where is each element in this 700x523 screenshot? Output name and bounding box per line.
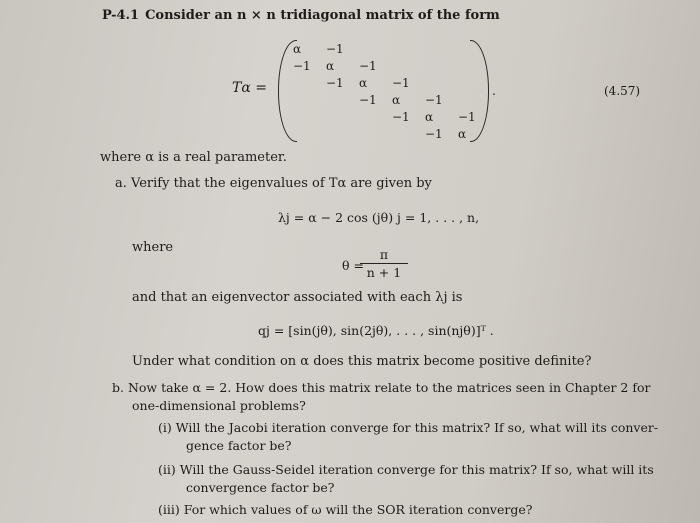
question-i-line-2: gence factor be? [186,438,292,453]
part-b-line-2: one-dimensional problems? [132,398,306,413]
matrix-entry: −1 [425,127,443,141]
matrix-entry: −1 [392,76,410,90]
question-iii-line-1: (iii) For which values of ω will the SOR iteration converge? [158,502,533,517]
matrix-entry: −1 [458,110,476,124]
matrix-entry: α [293,42,302,56]
eigenvector-intro: and that an eigenvector associated with each λj is [132,290,463,305]
problem-number: P-4.1 [102,8,140,23]
question-i-line-1: (i) Will the Jacobi iteration converge for this matrix? If so, what will its conver- [158,420,659,435]
matrix-entry: −1 [326,42,344,56]
positive-definite-question: Under what condition on α does this matrix become positive definite? [132,354,592,369]
eigenvalue-equation: λj = α − 2 cos (jθ) j = 1, . . . , n, [278,210,480,225]
theta-denominator: n + 1 [366,265,402,280]
matrix-entry: α [359,76,368,90]
where-label: where [132,240,174,255]
problem-title [102,8,500,23]
matrix-entry: −1 [392,110,410,124]
theta-numerator: π [360,247,408,264]
matrix-label: Tα = [232,80,267,96]
question-ii-line-1: (ii) Will the Gauss-Seidel iteration converge for this matrix? If so, what will its [158,462,654,477]
part-a-prompt: a. Verify that the eigenvalues of Tα are given by [115,176,432,191]
matrix-entry: α [392,93,401,107]
matrix-entry: α [458,127,467,141]
matrix-entry: α [425,110,434,124]
question-ii-line-2: convergence factor be? [186,480,335,495]
equation-number: (4.57) [604,84,641,98]
problem-statement: Consider an n × n tridiagonal matrix of the form [145,8,500,23]
theta-lhs: θ = [342,258,364,273]
matrix-entry: −1 [359,59,377,73]
eigenvector-equation: qj = [sin(jθ), sin(2jθ), . . . , sin(njθ)]ᵀ . [258,323,494,338]
matrix-entry: −1 [293,59,311,73]
matrix-entry: −1 [326,76,344,90]
part-b-line-1: b. Now take α = 2. How does this matrix relate to the matrices seen in Chapter 2 for [112,380,651,395]
matrix-period: . [492,84,496,98]
matrix-right-paren [470,40,489,142]
matrix-entry: α [326,59,335,73]
matrix-entry: −1 [359,93,377,107]
matrix-entry: −1 [425,93,443,107]
theta-fraction [360,247,408,280]
alpha-description: where α is a real parameter. [100,150,287,165]
